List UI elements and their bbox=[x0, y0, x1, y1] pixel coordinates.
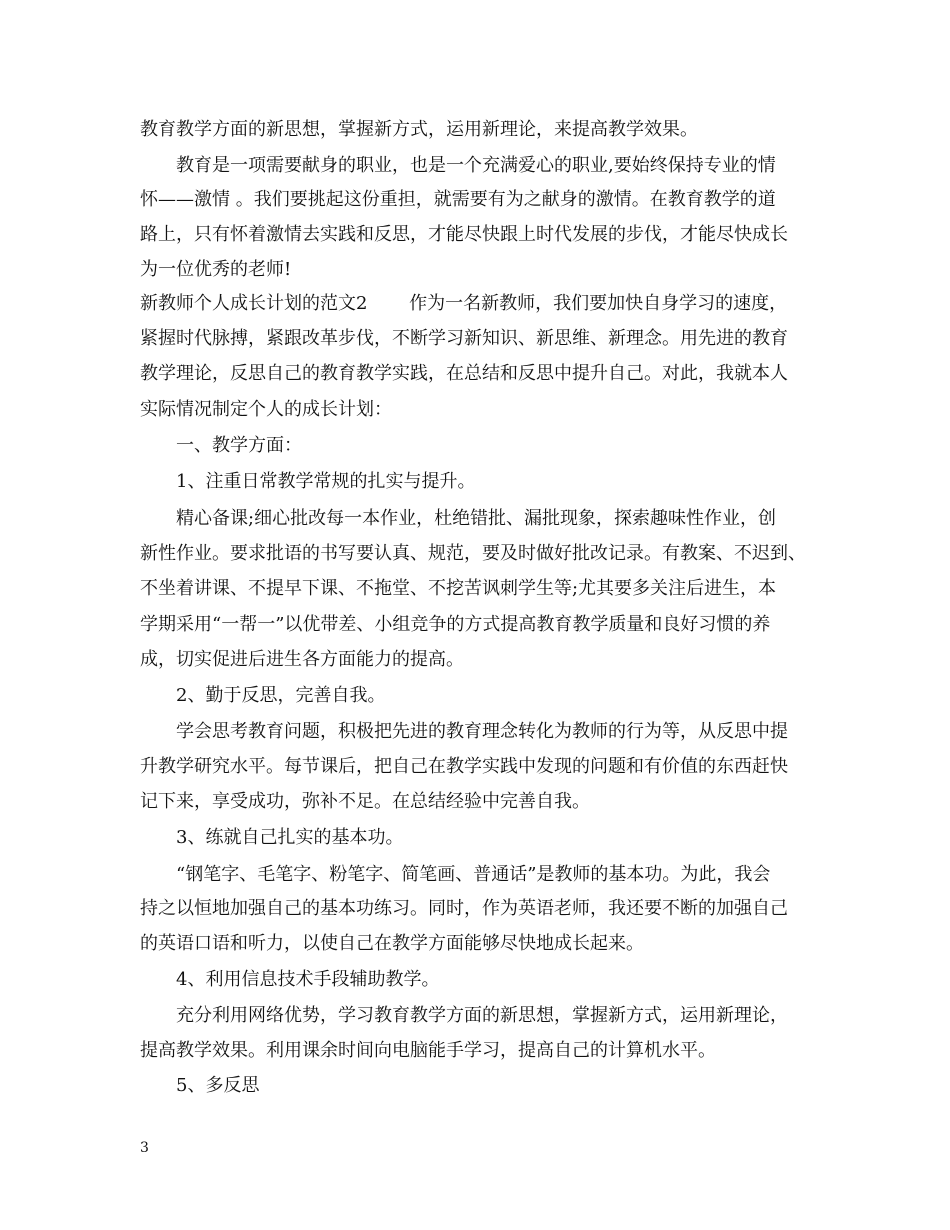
text-line: 学会思考教育问题，积极把先进的教育理念转化为教师的行为等，从反思中提 bbox=[140, 721, 788, 742]
text-line: 学期采用“一帮一”以优带差、小组竞争的方式提高教育教学质量和良好习惯的养 bbox=[140, 614, 771, 635]
text-line: 提高教学效果。利用课余时间向电脑能手学习，提高自己的计算机水平。 bbox=[140, 1040, 716, 1061]
text-line: 充分利用网络优势，学习教育教学方面的新思想，掌握新方式，运用新理论， bbox=[140, 1005, 788, 1026]
text-line: 教育是一项需要献身的职业，也是一个充满爱心的职业,要始终保持专业的情 bbox=[140, 155, 776, 176]
text-line: 持之以恒地加强自己的基本功练习。同时，作为英语老师，我还要不断的加强自己 bbox=[140, 898, 788, 919]
text-line: 为一位优秀的老师! bbox=[140, 259, 292, 280]
text-line: 一、教学方面： bbox=[140, 435, 302, 456]
text-line: 新性作业。要求批语的书写要认真、规范，要及时做好批改记录。有教案、不迟到、 bbox=[140, 543, 806, 564]
text-line: 教学理论，反思自己的教育教学实践，在总结和反思中提升自己。对此，我就本人 bbox=[140, 363, 788, 384]
text-line: 紧握时代脉搏，紧跟改革步伐，不断学习新知识、新思维、新理念。用先进的教育 bbox=[140, 328, 788, 349]
text-line: 升教学研究水平。每节课后，把自己在教学实践中发现的问题和有价值的东西赶快 bbox=[140, 756, 788, 777]
text-line: 不坐着讲课、不提早下课、不拖堂、不挖苦讽刺学生等;尤其要多关注后进生，本 bbox=[140, 578, 777, 599]
text-line: 1、注重日常教学常规的扎实与提升。 bbox=[140, 471, 476, 492]
text-line: 教育教学方面的新思想，掌握新方式，运用新理论，来提高教学效果。 bbox=[140, 119, 698, 140]
text-line: 2、勤于反思，完善自我。 bbox=[140, 685, 386, 706]
text-line: 实际情况制定个人的成长计划： bbox=[140, 399, 392, 420]
text-line: 成，切实促进后进生各方面能力的提高。 bbox=[140, 649, 464, 670]
text-line: 的英语口语和听力，以使自己在教学方面能够尽快地成长起来。 bbox=[140, 933, 644, 954]
text-line: 5、多反思 bbox=[140, 1075, 260, 1096]
text-line: 3、练就自己扎实的基本功。 bbox=[140, 827, 404, 848]
text-line: 4、利用信息技术手段辅助教学。 bbox=[140, 969, 440, 990]
page-number: 3 bbox=[140, 1140, 149, 1156]
text-line: 怀——激情 。我们要挑起这份重担，就需要有为之献身的激情。在教育教学的道 bbox=[140, 189, 776, 210]
text-line: 路上，只有怀着激情去实践和反思，才能尽快跟上时代发展的步伐，才能尽快成长 bbox=[140, 224, 788, 245]
text-line: 精心备课;细心批改每一本作业，杜绝错批、漏批现象，探索趣味性作业，创 bbox=[140, 508, 777, 529]
section-heading-line: 新教师个人成长计划的范文2 作为一名新教师，我们要加快自身学习的速度， bbox=[140, 293, 788, 314]
text-line: 记下来，享受成功，弥补不足。在总结经验中完善自我。 bbox=[140, 791, 590, 812]
text-line: “钢笔字、毛笔字、粉笔字、简笔画、普通话”是教师的基本功。为此，我会 bbox=[140, 864, 771, 885]
